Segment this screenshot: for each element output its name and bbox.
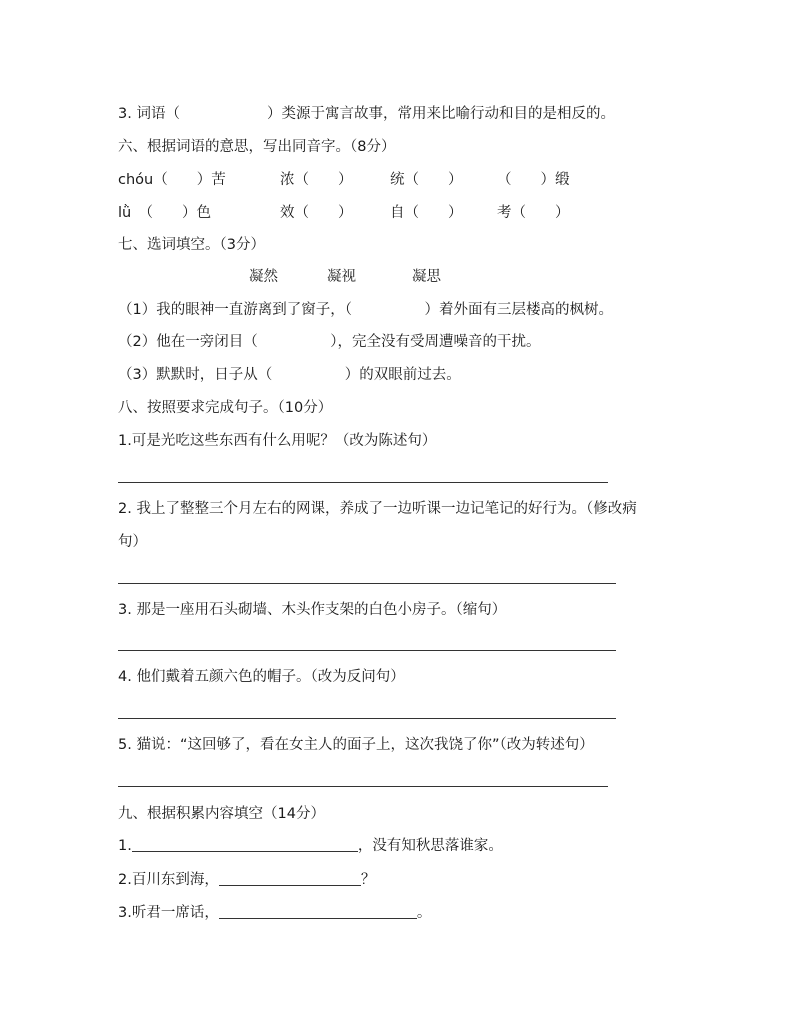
answer-line[interactable] [118,650,616,651]
word-choice: 凝然 [249,269,278,285]
recall-blank[interactable] [132,836,358,852]
section-8-heading: 八、按照要求完成句子。（10分） [118,400,333,416]
recall-prefix: 1. [118,838,132,854]
recall-suffix: 。 [416,905,432,921]
homophone-item: 统（ ） [390,172,463,188]
word-choice: 凝思 [412,269,441,285]
rewrite-question: 句） [118,534,147,550]
word-choice: 凝视 [327,269,356,285]
homophone-item: chóu（ ）苦 [118,172,226,188]
fill-sentence: （3）默默时，日子从（ ）的双眼前过去。 [118,367,461,383]
fill-sentence: （2）他在一旁闭目（ ），完全没有受周遭噪音的干扰。 [118,334,541,350]
recall-prefix: 3.听君一席话， [118,905,219,921]
recall-blank[interactable] [219,903,417,919]
answer-line[interactable] [118,786,608,787]
homophone-item: 效（ ） [280,205,353,221]
recall-item [118,870,375,890]
recall-item [118,903,431,923]
homophone-item: lǜ （ ）色 [118,205,211,221]
answer-line[interactable] [118,718,616,719]
rewrite-question: 3. 那是一座用石头砌墙、木头作支架的白色小房子。（缩句） [118,602,507,618]
rewrite-question: 5. 猫说：“这回够了，看在女主人的面子上，这次我饶了你”（改为转述句） [118,737,594,753]
section-6-heading: 六、根据词语的意思，写出同音字。（8分） [118,139,396,155]
homophone-item: （ ）缎 [497,172,570,188]
recall-suffix: ，没有知秋思落谁家。 [357,838,503,854]
recall-item [118,836,503,856]
answer-line[interactable] [118,482,608,483]
rewrite-question: 4. 他们戴着五颜六色的帽子。（改为反问句） [118,669,405,685]
homophone-item: 浓（ ） [280,172,353,188]
recall-suffix: ？ [360,872,376,888]
answer-line[interactable] [118,583,616,584]
rewrite-question: 2. 我上了整整三个月左右的网课，养成了一边听课一边记笔记的好行为。（修改病 [118,501,637,517]
question-3-vocab: 3. 词语（ ）类源于寓言故事，常用来比喻行动和目的是相反的。 [118,106,615,122]
rewrite-question: 1.可是光吃这些东西有什么用呢？（改为陈述句） [118,433,437,449]
homophone-item: 自（ ） [390,205,463,221]
section-9-heading: 九、根据积累内容填空（14分） [118,806,325,822]
section-7-heading: 七、选词填空。（3分） [118,237,265,253]
recall-blank[interactable] [219,870,361,886]
fill-sentence: （1）我的眼神一直游离到了窗子，（ ）着外面有三层楼高的枫树。 [118,302,613,318]
homophone-item: 考（ ） [497,205,570,221]
recall-prefix: 2.百川东到海， [118,872,219,888]
